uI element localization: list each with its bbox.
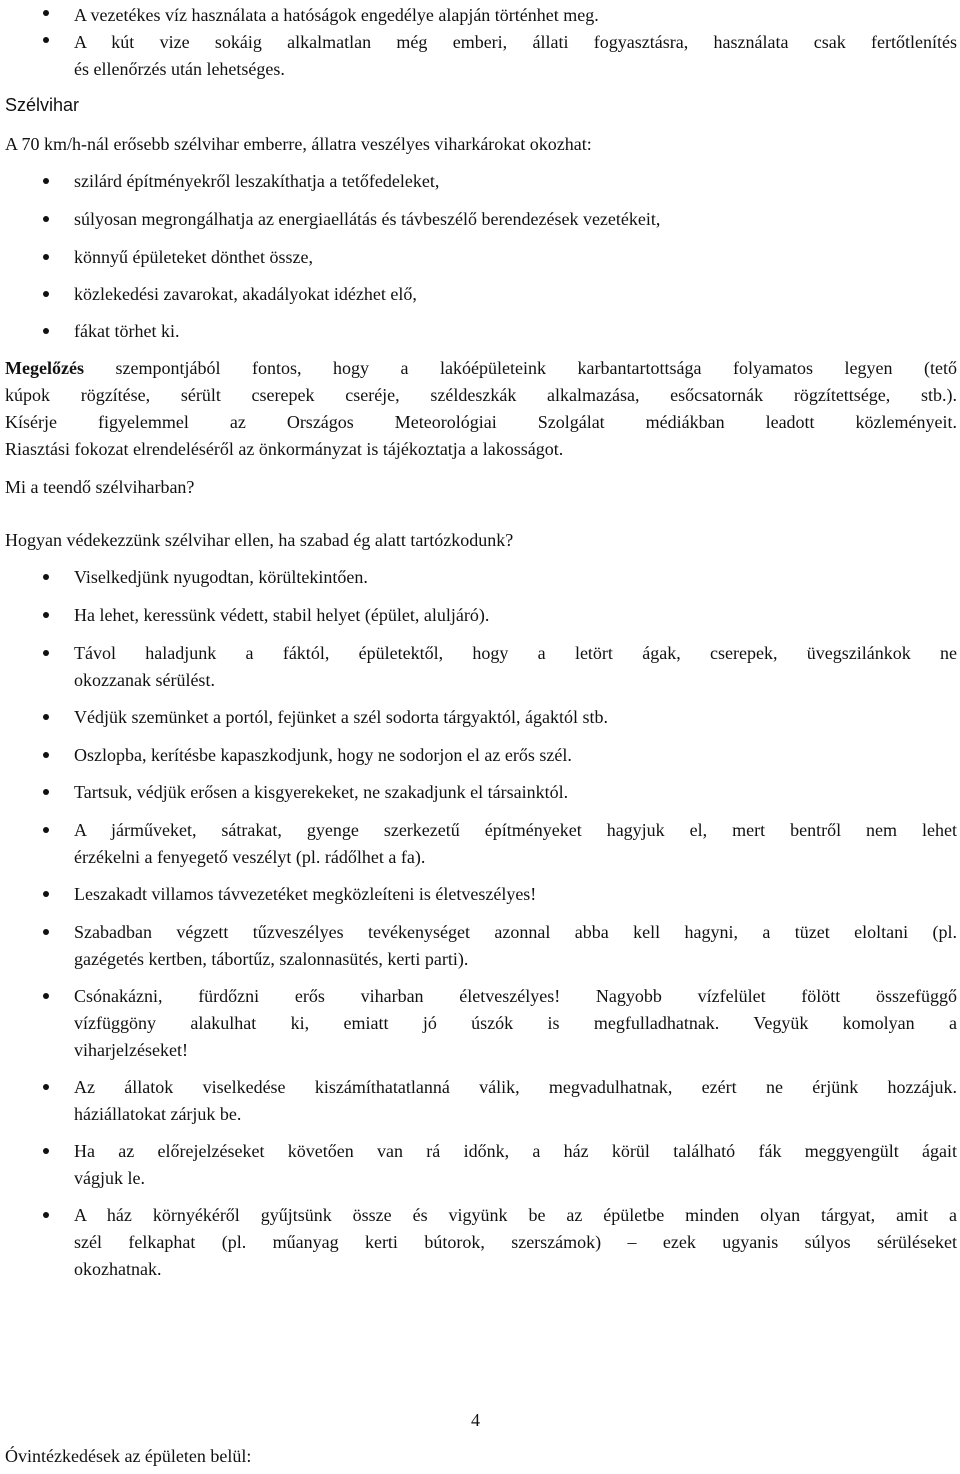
section-title: Szélvihar <box>5 95 80 115</box>
list-item: Ha az előrejelzéseket követően van rá időnk, a ház körül található fák meggyengült ágait <box>74 1141 957 1161</box>
list-item: A ház környékéről gyűjtsünk össze és vigyünk be az épületbe minden olyan tárgyat, amit a <box>74 1205 957 1225</box>
list-item: szilárd építményekről leszakíthatja a tetőfedeleket, <box>74 171 440 191</box>
list-item-continuation: és ellenőrzés után lehetséges. <box>74 59 285 79</box>
bullet <box>43 789 49 795</box>
list-item: Viselkedjünk nyugodtan, körültekintően. <box>74 567 368 587</box>
bullet <box>43 752 49 758</box>
list-item: Oszlopba, kerítésbe kapaszkodjunk, hogy ne sodorjon el az erős szél. <box>74 745 572 765</box>
bullet <box>43 10 49 16</box>
intro-paragraph: A 70 km/h-nál erősebb szélvihar emberre, állatra veszélyes viharkárokat okozhat: <box>5 134 592 154</box>
bullet <box>43 714 49 720</box>
list-item: Távol haladjunk a fáktól, épületektől, hogy a letört ágak, cserepek, üvegszilánkok ne <box>74 643 957 663</box>
bullet <box>43 178 49 184</box>
bullet <box>43 891 49 897</box>
list-item: súlyosan megrongálhatja az energiaellátás és távbeszélő berendezések vezetékeit, <box>74 209 661 229</box>
list-item: közlekedési zavarokat, akadályokat idézhet elő, <box>74 284 417 304</box>
bullet <box>43 254 49 260</box>
list-item-continuation: okozhatnak. <box>74 1259 162 1279</box>
list-item: A járműveket, sátrakat, gyenge szerkezetű építményeket hagyjuk el, mert bentről nem lehet <box>74 820 957 840</box>
bullet <box>43 328 49 334</box>
list-item: Védjük szemünket a portól, fejünket a szél sodorta tárgyaktól, ágaktól stb. <box>74 707 609 727</box>
list-item-continuation: okozzanak sérülést. <box>74 670 215 690</box>
prevention-line-3: Kísérje figyelemmel az Országos Meteorológiai Szolgálat médiákban leadott közleményeit. <box>5 412 957 432</box>
list-item: Ha lehet, keressünk védett, stabil helyet (épület, aluljáró). <box>74 605 490 625</box>
prevention-line-2: kúpok rögzítése, sérült cserepek cseréje, széldeszkák alkalmazása, esőcsatornák rögzítettsége, stb.). <box>5 385 957 405</box>
list-item: A kút vize sokáig alkalmatlan még emberi, állati fogyasztásra, használata csak fertőtlenítés <box>74 32 957 52</box>
list-item: Az állatok viselkedése kiszámíthatatlanná válik, megvadulhatnak, ezért ne érjünk hozzájuk. <box>74 1077 957 1097</box>
bullet <box>43 1148 49 1154</box>
list-item-continuation: viharjelzéseket! <box>74 1040 188 1060</box>
bullet <box>43 612 49 618</box>
list-item: fákat törhet ki. <box>74 321 180 341</box>
prevention-line-4: Riasztási fokozat elrendeléséről az önkormányzat is tájékoztatja a lakosságot. <box>5 439 564 459</box>
list-item: könnyű épületeket dönthet össze, <box>74 247 313 267</box>
list-item-continuation: háziállatokat zárjuk be. <box>74 1104 242 1124</box>
list-item-continuation: szél felkaphat (pl. műanyag kerti bútorok, szerszámok) – ezek ugyanis súlyos sérüléseket <box>74 1232 957 1252</box>
question-heading: Hogyan védekezzünk szélvihar ellen, ha szabad ég alatt tartózkodunk? <box>5 530 514 550</box>
list-item-continuation: vágjuk le. <box>74 1168 145 1188</box>
bullet <box>43 1212 49 1218</box>
bullet <box>43 1084 49 1090</box>
page-number: 4 <box>471 1410 480 1430</box>
bullet <box>43 827 49 833</box>
question-heading: Mi a teendő szélviharban? <box>5 477 195 497</box>
list-item: Csónakázni, fürdőzni erős viharban életveszélyes! Nagyobb vízfelület fölött összefüggő <box>74 986 957 1006</box>
bullet <box>43 37 49 43</box>
list-item: Szabadban végzett tűzveszélyes tevékenységet azonnal abba kell hagyni, a tüzet eloltani (pl. <box>74 922 957 942</box>
bullet <box>43 929 49 935</box>
bullet <box>43 574 49 580</box>
prevention-line-1: Megelőzés szempontjából fontos, hogy a lakóépületeink karbantartottsága folyamatos legyen (tető <box>5 358 957 378</box>
list-item: Leszakadt villamos távvezetéket megközleíteni is életveszélyes! <box>74 884 537 904</box>
bullet <box>43 216 49 222</box>
list-item: A vezetékes víz használata a hatóságok engedélye alapján történhet meg. <box>74 5 599 25</box>
list-item-continuation: vízfüggöny alakulhat ki, emiatt jó úszók is megfulladhatnak. Vegyük komolyan a <box>74 1013 957 1033</box>
bullet <box>43 993 49 999</box>
list-item-continuation: érzékelni a fenyegető veszélyt (pl. rádőlhet a fa). <box>74 847 426 867</box>
list-item: Tartsuk, védjük erősen a kisgyerekeket, ne szakadjunk el társainktól. <box>74 782 569 802</box>
footer-heading: Óvintézkedések az épületen belül: <box>5 1446 252 1466</box>
list-item-continuation: gazégetés kertben, tábortűz, szalonnasütés, kerti parti). <box>74 949 469 969</box>
bullet <box>43 291 49 297</box>
bullet <box>43 650 49 656</box>
prevention-bold: Megelőzés <box>5 358 84 378</box>
